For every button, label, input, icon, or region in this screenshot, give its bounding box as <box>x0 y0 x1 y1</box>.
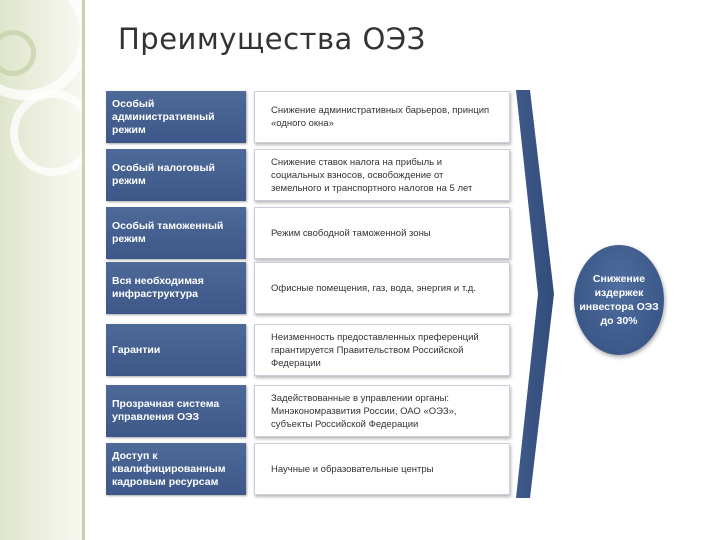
chevron-arrow-icon <box>516 90 556 498</box>
advantage-label: Вся необходимая инфраструктура <box>106 262 246 314</box>
advantage-description: Снижение административных барьеров, принцип «одного окна» <box>254 91 510 143</box>
advantage-label: Особый административный режим <box>106 91 246 143</box>
decorative-divider <box>82 0 85 540</box>
advantage-label: Особый налоговый режим <box>106 149 246 201</box>
decorative-side-band <box>0 0 82 540</box>
advantage-row <box>106 207 510 259</box>
advantage-row <box>106 149 510 201</box>
advantage-label: Гарантии <box>106 324 246 376</box>
advantage-description: Режим свободной таможенной зоны <box>254 207 510 259</box>
advantage-description: Офисные помещения, газ, вода, энергия и т.д. <box>254 262 510 314</box>
advantage-description: Научные и образовательные центры <box>254 443 510 495</box>
advantage-description: Задействованные в управлении органы: Минэкономразвития России, ОАО «ОЭЗ», субъекты Российской Федерации <box>254 385 510 437</box>
advantage-row <box>106 443 510 495</box>
advantage-description: Неизменность предоставленных преференций гарантируется Правительством Российской Федерации <box>254 324 510 376</box>
result-circle: Снижение издержек инвестора ОЭЗ до 30% <box>574 245 664 355</box>
advantage-row <box>106 324 510 376</box>
advantage-row <box>106 385 510 437</box>
advantage-row <box>106 262 510 314</box>
slide-title: Преимущества ОЭЗ <box>118 22 426 56</box>
advantage-label: Доступ к квалифицированным кадровым ресурсам <box>106 443 246 495</box>
advantage-label: Особый таможенный режим <box>106 207 246 259</box>
advantage-label: Прозрачная система управления ОЭЗ <box>106 385 246 437</box>
advantage-row <box>106 91 510 143</box>
advantage-description: Снижение ставок налога на прибыль и социальных взносов, освобождение от земельного и транспортного налогов на 5 лет <box>254 149 510 201</box>
